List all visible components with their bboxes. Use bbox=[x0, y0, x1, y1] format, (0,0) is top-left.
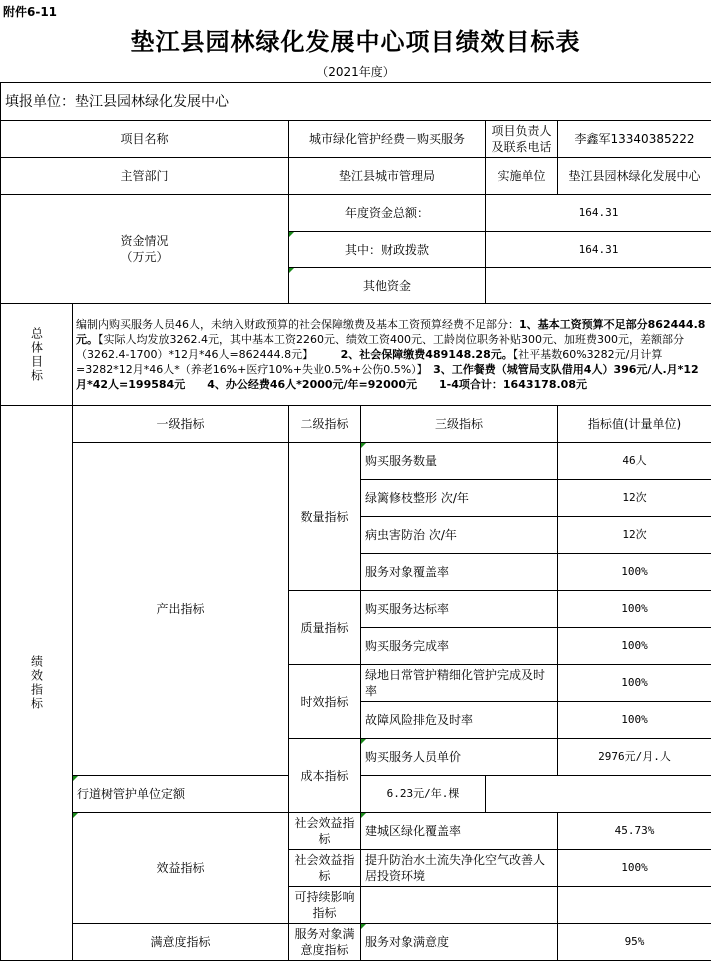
row-value: 45.73% bbox=[558, 813, 711, 850]
goal-b3: 3、工作餐费（城管局支队借用4人）396元/人.月*12月*42人=199584元 4、办公经费46人*2000元/年=92000元 1-4项合计：1643178.08元 bbox=[76, 363, 699, 391]
output-indicator: 产出指标 bbox=[73, 443, 289, 776]
fill-unit: 填报单位：垫江县园林绿化发展中心 bbox=[1, 83, 711, 121]
goal-t2: 【实际人均发放3262.4元，其中基本工资2260元、绩效工资400元、工龄岗位职务补贴300元、加班费300元，差额部分（3262.4-1700）*12月*46人=862444.8元】 bbox=[76, 333, 684, 361]
row-value: 100% bbox=[558, 554, 711, 591]
row-name: 行道树管护单位定额 bbox=[73, 776, 289, 813]
benefit-indicator: 效益指标 bbox=[73, 813, 289, 924]
satisfaction-indicator: 满意度指标 bbox=[73, 924, 289, 961]
row-name: 绿篱修枝整形 次/年 bbox=[361, 480, 558, 517]
page-title: 垫江县园林绿化发展中心项目绩效目标表 bbox=[130, 28, 581, 56]
row-value: 100% bbox=[558, 702, 711, 739]
row-value: 100% bbox=[558, 591, 711, 628]
funds-fiscal-label: 其中：财政拨款 bbox=[289, 232, 486, 268]
funds-other-value bbox=[486, 268, 711, 304]
row-value: 46人 bbox=[558, 443, 711, 480]
quantity-indicator: 数量指标 bbox=[289, 443, 361, 591]
row-name: 绿地日常管护精细化管护完成及时率 bbox=[361, 665, 558, 702]
timeliness-indicator: 时效指标 bbox=[289, 665, 361, 739]
dept-value: 垫江县城市管理局 bbox=[289, 158, 486, 195]
project-name-label: 项目名称 bbox=[1, 121, 289, 158]
header-value: 指标值(计量单位) bbox=[558, 406, 711, 443]
quality-indicator: 质量指标 bbox=[289, 591, 361, 665]
row-name: 服务对象覆盖率 bbox=[361, 554, 558, 591]
row-value: 95% bbox=[558, 924, 711, 961]
funds-label bbox=[1, 195, 289, 304]
row-name: 建城区绿化覆盖率 bbox=[361, 813, 558, 850]
header-level1: 一级指标 bbox=[73, 406, 289, 443]
goal-text bbox=[73, 304, 711, 406]
goal-t1: 编制内购买服务人员46人，未纳入财政预算的社会保障缴费及基本工资预算经费不足部分： bbox=[76, 318, 519, 331]
goal-t3: 【社平基数60%3282元/月计算=3282*12月*46人*（养老16%+医疗10%+失业0.5%+公伤0.5%）】 bbox=[76, 348, 663, 376]
owner-value: 李鑫军13340385222 bbox=[558, 121, 711, 158]
header-level2: 二级指标 bbox=[289, 406, 361, 443]
funds-total-label: 年度资金总额： bbox=[289, 195, 486, 232]
impl-value: 垫江县园林绿化发展中心 bbox=[558, 158, 711, 195]
header-level3: 三级指标 bbox=[361, 406, 558, 443]
row-name: 病虫害防治 次/年 bbox=[361, 517, 558, 554]
social-benefit-indicator-2: 社会效益指标 bbox=[289, 850, 361, 887]
row-value: 6.23元/年.棵 bbox=[361, 776, 486, 813]
social-benefit-indicator: 社会效益指标 bbox=[289, 813, 361, 850]
owner-label: 项目负责人及联系电话 bbox=[486, 121, 558, 158]
year-label: （2021年度） bbox=[316, 65, 395, 79]
row-value: 12次 bbox=[558, 480, 711, 517]
goal-label: 总体目标 bbox=[1, 304, 73, 406]
row-name: 故障风险排危及时率 bbox=[361, 702, 558, 739]
funds-total-value: 164.31 bbox=[486, 195, 711, 232]
row-name: 服务对象满意度 bbox=[361, 924, 558, 961]
funds-fiscal-value: 164.31 bbox=[486, 232, 711, 268]
performance-table bbox=[0, 82, 711, 961]
sustainability-indicator: 可持续影响指标 bbox=[289, 887, 361, 924]
row-value: 100% bbox=[558, 850, 711, 887]
project-name-value: 城市绿化管护经费－购买服务 bbox=[289, 121, 486, 158]
row-name: 购买服务完成率 bbox=[361, 628, 558, 665]
dept-label: 主管部门 bbox=[1, 158, 289, 195]
row-value: 12次 bbox=[558, 517, 711, 554]
row-name: 购买服务达标率 bbox=[361, 591, 558, 628]
row-value bbox=[558, 887, 711, 924]
funds-other-label: 其他资金 bbox=[289, 268, 486, 304]
row-value: 100% bbox=[558, 628, 711, 665]
row-name: 购买服务数量 bbox=[361, 443, 558, 480]
perf-label: 绩效指标 bbox=[1, 406, 73, 961]
impl-label: 实施单位 bbox=[486, 158, 558, 195]
row-value: 100% bbox=[558, 665, 711, 702]
goal-b1: 1、基本工资预算不足部分862444.8元。 bbox=[76, 318, 706, 346]
row-name bbox=[361, 887, 558, 924]
annex-label: 附件6-11 bbox=[3, 5, 58, 19]
cost-indicator: 成本指标 bbox=[289, 739, 361, 813]
row-name: 购买服务人员单价 bbox=[361, 739, 558, 776]
row-name: 提升防治水土流失净化空气改善人居投资环境 bbox=[361, 850, 558, 887]
goal-b2: 2、社会保障缴费489148.28元。 bbox=[340, 348, 513, 361]
service-satisfaction-indicator: 服务对象满意度指标 bbox=[289, 924, 361, 961]
row-value: 2976元/月.人 bbox=[558, 739, 711, 776]
funds-label-text: 资金情况（万元） bbox=[120, 234, 169, 264]
